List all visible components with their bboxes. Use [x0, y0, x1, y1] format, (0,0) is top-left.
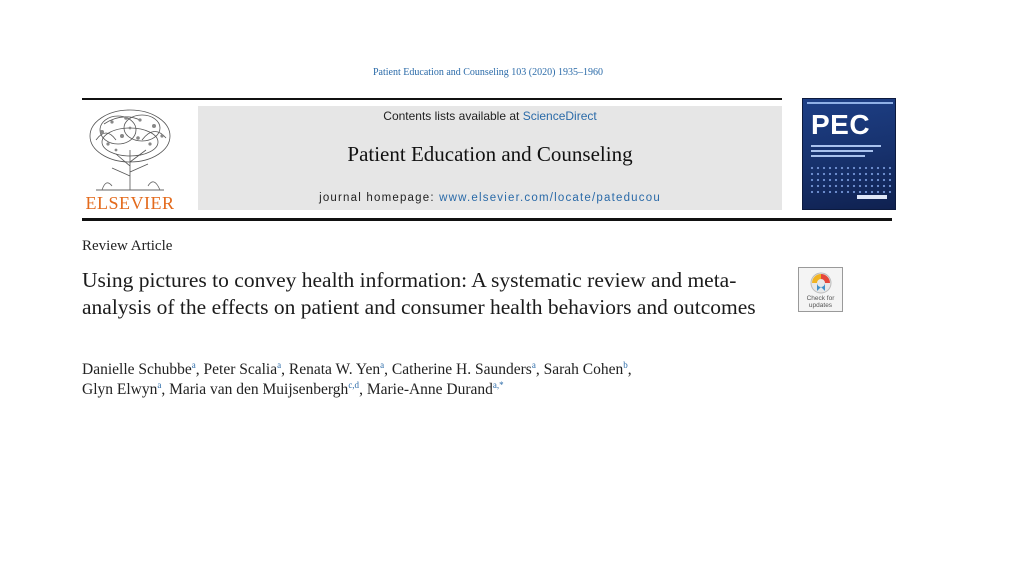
author-name[interactable]: Catherine H. Saunders	[391, 361, 532, 378]
author-affiliation-link[interactable]: a	[191, 360, 196, 370]
check-for-updates-icon	[809, 271, 833, 295]
elsevier-logo	[82, 106, 178, 212]
cover-pattern	[809, 165, 891, 193]
journal-homepage	[198, 192, 782, 204]
author-affiliation-link[interactable]: a	[277, 360, 282, 370]
author-affiliation-link[interactable]: a	[157, 380, 162, 390]
cover-subtitle-line	[811, 150, 873, 152]
journal-banner	[198, 106, 782, 210]
cover-top-band	[807, 102, 893, 104]
author-name[interactable]: Sarah Cohen	[543, 361, 624, 378]
author-list: Danielle Schubbe$^a$, Peter Scalia$^a$, Renata W. Yen$^a$, Catherine H. Saunders$^a$, Sarah Cohen$^b$, Glyn Elwyn$^a$, Maria van den Muijsenbergh$^{c,d}$, Marie-Anne Durand$^{a,*}$	[82, 360, 632, 398]
cover-pec-title: PEC	[811, 109, 871, 140]
cover-footer-logo	[857, 195, 887, 199]
author-affiliation-link[interactable]: a	[380, 360, 385, 370]
author-affiliation-link[interactable]: b	[623, 360, 628, 370]
author-name[interactable]: Glyn Elwyn	[82, 381, 158, 398]
author-name[interactable]: Peter Scalia	[203, 361, 278, 378]
contents-prefix: Contents lists available at	[383, 109, 523, 123]
cover-subtitle-line	[811, 145, 881, 147]
author-affiliation-link[interactable]: c,d	[348, 380, 360, 390]
cover-subtitle-line	[811, 155, 865, 157]
journal-cover-image[interactable]	[802, 98, 896, 210]
homepage-link[interactable]: www.elsevier.com/locate/pateducou	[439, 192, 661, 204]
article-title: Using pictures to convey health information: A systematic review and meta-analysis of the effects on patient and consumer health behaviors and outcomes	[82, 268, 756, 319]
author-name[interactable]: Maria van den Muijsenbergh	[169, 381, 349, 398]
author-affiliation-link[interactable]: a,*	[492, 380, 504, 390]
author-name[interactable]: Danielle Schubbe	[82, 361, 192, 378]
header-top-rule	[82, 98, 782, 100]
contents-availability	[198, 109, 782, 123]
journal-citation[interactable]: Patient Education and Counseling 103 (2020) 1935–1960	[373, 67, 603, 78]
author-name[interactable]: Renata W. Yen	[288, 361, 381, 378]
author-affiliation-link[interactable]: a	[531, 360, 536, 370]
elsevier-tree-icon	[82, 106, 178, 192]
header-bottom-rule	[82, 218, 892, 221]
elsevier-wordmark[interactable]: ELSEVIER	[85, 193, 175, 213]
check-for-updates-label: Check for updates	[806, 295, 835, 309]
check-for-updates-button[interactable]	[798, 267, 843, 312]
journal-title: Patient Education and Counseling	[347, 142, 633, 166]
article-type: Review Article	[82, 238, 173, 254]
sciencedirect-link[interactable]: ScienceDirect	[522, 109, 597, 123]
homepage-prefix: journal homepage:	[319, 192, 440, 204]
author-name[interactable]: Marie-Anne Durand	[366, 381, 493, 398]
